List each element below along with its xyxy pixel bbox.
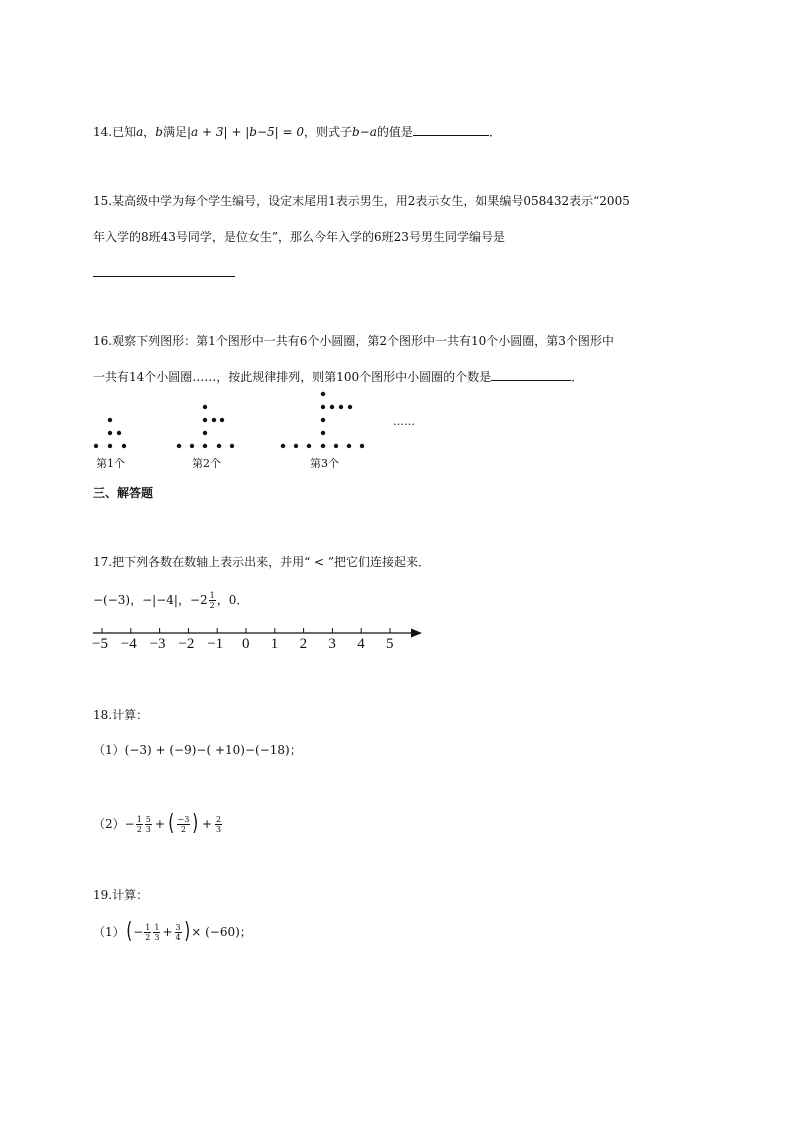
q18-p1-label: （1）	[93, 743, 125, 757]
tick-label: −1	[207, 636, 224, 652]
frac-denominator: 3	[154, 932, 160, 942]
q14-text-3: ，则式子	[304, 125, 353, 139]
frac-denominator: 3	[145, 824, 151, 834]
tick-label: 1	[270, 636, 279, 652]
q18-p2-plus-2: +	[201, 817, 212, 831]
frac-numerator: 1	[209, 591, 215, 600]
right-paren: )	[183, 919, 190, 944]
q14-text-1: 已知	[112, 125, 137, 139]
q18-p2-frac-3	[177, 815, 191, 834]
frac-numerator: 3	[175, 922, 181, 932]
frac-denominator: 2	[209, 601, 215, 610]
figure-ellipsis: ……	[393, 415, 415, 428]
q14-equation: |a + 3| + |b−5| = 0	[186, 125, 305, 139]
q17-numbers-text: −(−3)，−|−4|，−2	[93, 593, 208, 607]
question-15-line-1: 15.某高级中学为每个学生编号，设定末尾用1表示男生，用2表示女生，如果编号058432表示“2005	[93, 194, 630, 208]
q18-p2-plus: +	[154, 817, 165, 831]
q14-comma: ，	[143, 125, 156, 139]
frac-numerator: 2	[216, 814, 222, 824]
q18-p2-frac-4	[215, 815, 222, 834]
frac-numerator: 1	[154, 922, 160, 932]
frac-denominator: 3	[216, 824, 222, 834]
frac-denominator: 2	[180, 824, 186, 834]
tick-label: 0	[242, 636, 250, 652]
q19-p1-label: （1）	[93, 925, 125, 939]
question-16-line-1: 16.观察下列图形：第1个图形中一共有6个小圆圈，第2个图形中一共有10个小圆圈，第3个图形中	[93, 334, 614, 348]
q18-p2-frac-2	[145, 815, 152, 834]
frac-numerator: −3	[177, 814, 190, 824]
frac-numerator: 5	[145, 814, 151, 824]
number-line-arrow	[411, 629, 422, 638]
caption-figure-1: 第1个	[96, 457, 125, 470]
frac-numerator: 1	[145, 922, 151, 932]
frac-denominator: 4	[175, 932, 181, 942]
q19-p1-minus: −	[133, 925, 144, 939]
q18-p2-frac-1	[136, 815, 143, 834]
q17-numbers-end: ，0．	[216, 593, 249, 607]
q19-frac-2	[153, 923, 160, 942]
q19-plus: +	[162, 925, 173, 939]
frac-denominator: 2	[136, 824, 142, 834]
tick-label: 5	[386, 636, 394, 652]
question-15-line-2: 年入学的8班43号同学，是位女生”，那么今年入学的6班23号男生同学编号是	[93, 230, 505, 244]
question-17-line-1: 17.把下列各数在数轴上表示出来，并用“ < ”把它们连接起来．	[93, 555, 431, 569]
tick-label: −4	[120, 636, 137, 652]
q18-p1-expression: (−3) + (−9)−( +10)−(−18)；	[124, 743, 302, 757]
var-a: a	[136, 125, 144, 139]
q14-text-4: 的值是	[376, 125, 413, 139]
section-heading: 三、解答题	[93, 486, 154, 500]
frac-numerator: 1	[136, 814, 142, 824]
q16-period: ．	[571, 370, 584, 384]
question-19-title: 19.计算：	[93, 888, 149, 902]
tick-label: −2	[178, 636, 195, 652]
tick-label: −5	[92, 636, 108, 652]
q19-frac-3	[175, 923, 182, 942]
q14-text-2: 满足	[162, 125, 187, 139]
question-18-part-2	[93, 810, 223, 838]
tick-label: −3	[149, 636, 166, 652]
caption-figure-2: 第2个	[192, 457, 221, 470]
question-18-title: 18.计算：	[93, 708, 149, 722]
var-b: b	[155, 125, 163, 139]
q16-text: 一共有14个小圆圈……，按此规律排列，则第100个图形中小圆圈的个数是	[93, 370, 492, 384]
q18-p2-minus: −	[124, 817, 135, 831]
tick-label: 3	[328, 636, 336, 652]
q19-frac-1	[144, 923, 151, 942]
left-paren: (	[168, 811, 175, 836]
q14-period: ．	[488, 125, 501, 139]
question-19-part-1	[93, 918, 252, 946]
q18-p2-label: （2）	[93, 817, 125, 831]
q19-tail: × (−60)；	[191, 925, 252, 939]
frac-denominator: 2	[145, 932, 151, 942]
right-paren: )	[192, 811, 199, 836]
question-18-part-1	[93, 742, 302, 758]
tick-label: 4	[357, 636, 365, 652]
caption-figure-3: 第3个	[310, 457, 339, 470]
q14-number: 14.	[93, 125, 113, 139]
left-paren: (	[125, 919, 132, 944]
tick-label: 2	[299, 636, 308, 652]
q14-expression: b−a	[352, 125, 377, 139]
